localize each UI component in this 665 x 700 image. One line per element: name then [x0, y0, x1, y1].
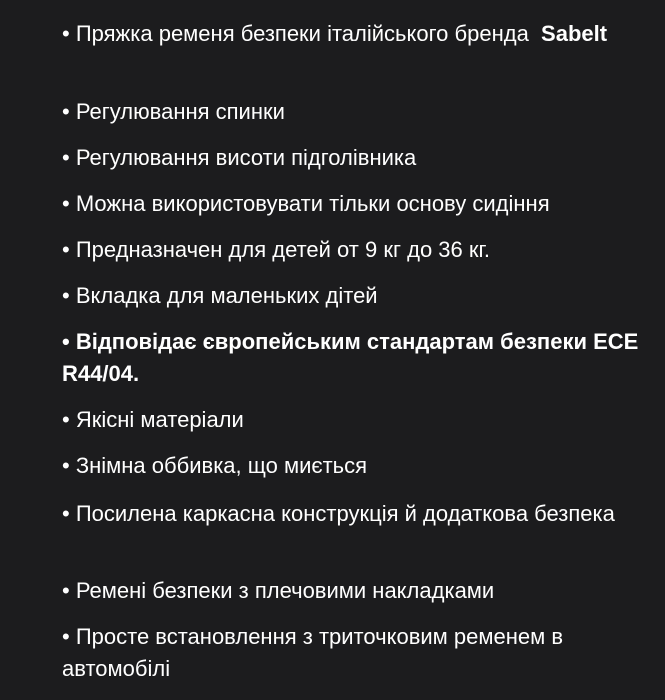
feature-item-seatbelt-buckle — [62, 18, 642, 50]
feature-text: Якісні матеріали — [75, 407, 244, 432]
feature-item-easy-installation — [62, 621, 642, 685]
feature-item-weight-range — [62, 234, 642, 266]
bullet-icon: • — [62, 578, 70, 603]
feature-item-washable-cover — [62, 450, 642, 482]
feature-item-quality-materials — [62, 404, 642, 436]
feature-text: Регулювання спинки — [75, 99, 285, 124]
feature-item-safety-standard — [62, 326, 642, 390]
feature-text: Ремені безпеки з плечовими накладками — [75, 578, 495, 603]
brand-name: Sabelt — [541, 21, 608, 46]
feature-text: Відповідає європейським стандартам безпеки ЕСЕ R44/04. — [62, 329, 639, 386]
feature-item-shoulder-pads — [62, 575, 642, 607]
feature-text: Регулювання висоти підголівника — [75, 145, 417, 170]
feature-text: Знімна оббивка, що миється — [75, 453, 368, 478]
bullet-icon: • — [62, 283, 70, 308]
feature-item-backrest-adjustment — [62, 96, 642, 128]
bullet-icon: • — [62, 624, 70, 649]
feature-text: Посилена каркасна конструкція й додаткова безпека — [75, 501, 615, 526]
bullet-icon: • — [62, 237, 70, 262]
feature-text: Предназначен для детей от 9 кг до 36 кг. — [75, 237, 490, 262]
feature-text: Можна використовувати тільки основу сидіння — [75, 191, 550, 216]
feature-text: Пряжка ременя безпеки італійського бренда — [75, 21, 529, 46]
bullet-icon: • — [62, 407, 70, 432]
feature-text: Просте встановлення з триточковим ременем в автомобілі — [62, 624, 564, 681]
feature-text: Вкладка для маленьких дітей — [75, 283, 378, 308]
bullet-icon: • — [62, 21, 70, 46]
bullet-icon: • — [62, 329, 70, 354]
bullet-icon: • — [62, 453, 70, 478]
bullet-icon: • — [62, 99, 70, 124]
feature-item-reinforced-frame — [62, 498, 642, 530]
feature-item-headrest-adjustment — [62, 142, 642, 174]
feature-item-booster-base — [62, 188, 642, 220]
bullet-icon: • — [62, 145, 70, 170]
bullet-icon: • — [62, 191, 70, 216]
bullet-icon: • — [62, 501, 70, 526]
feature-item-infant-insert — [62, 280, 642, 312]
